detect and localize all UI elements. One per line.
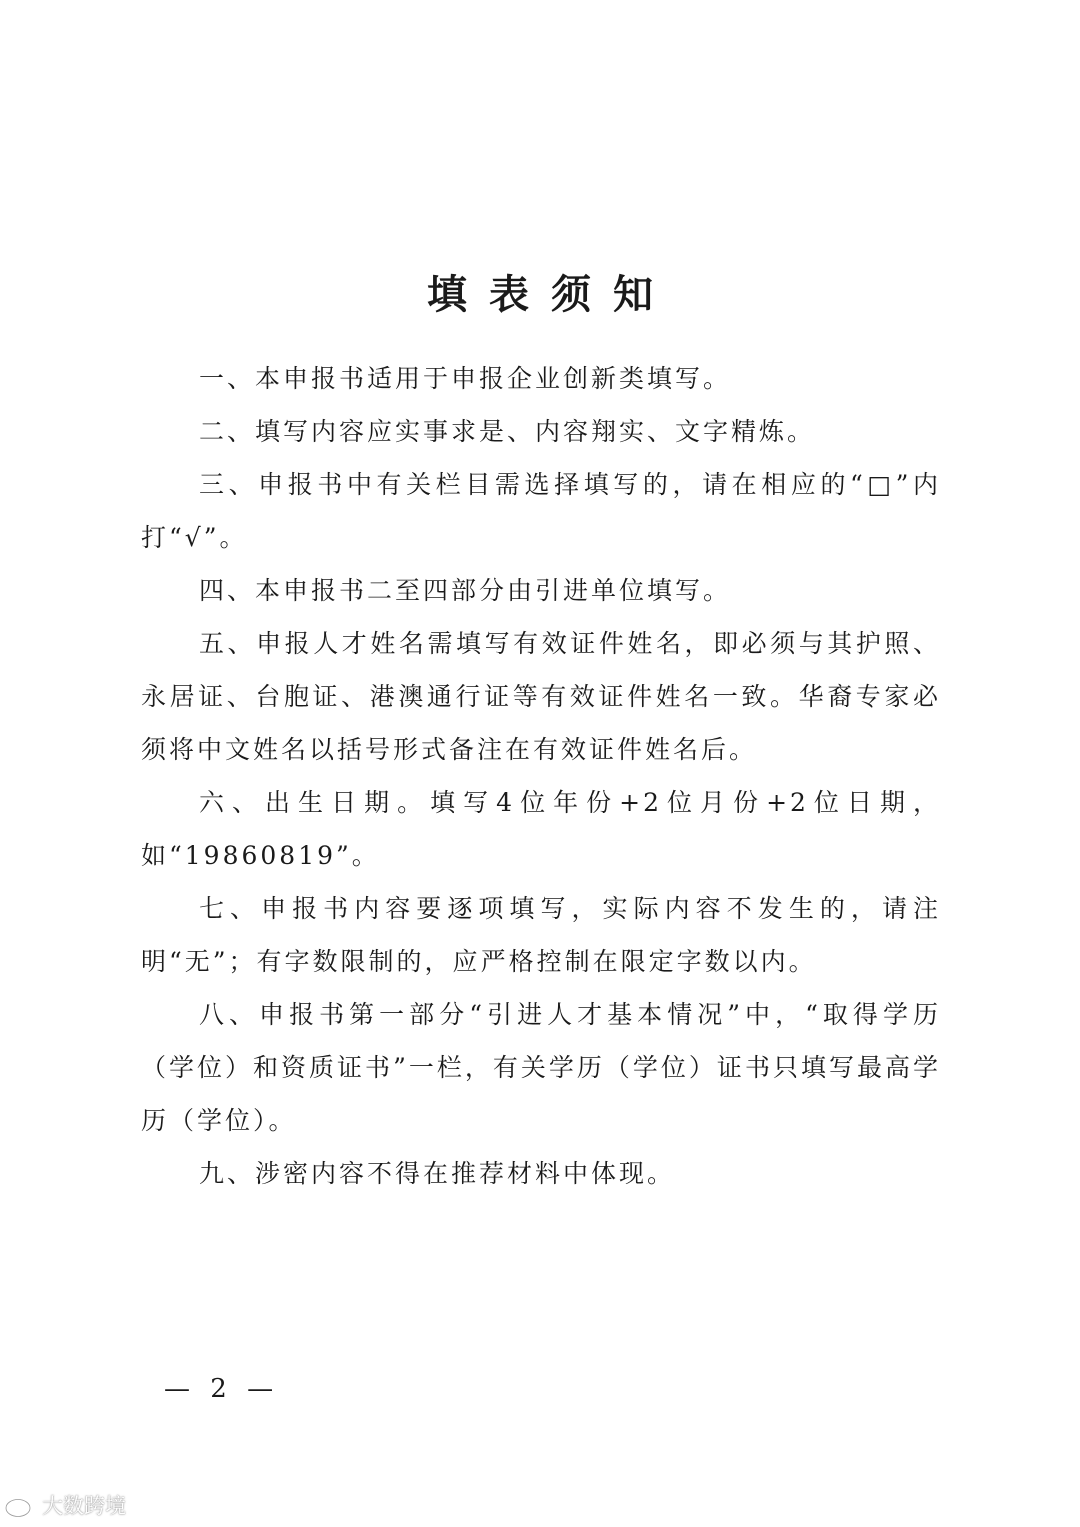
notice-item: 四、本申报书二至四部分由引进单位填写。 [199, 576, 732, 605]
notice-item: 七、申报书内容要逐项填写，实际内容不发生的，请注明“无”；有字数限制的，应严格控制在限定字数以内。 [141, 894, 941, 976]
notice-item: 八、申报书第一部分“引进人才基本情况”中，“取得学历（学位）和资质证书”一栏，有关学历（学位）证书只填写最高学历（学位）。 [141, 1000, 941, 1135]
notice-item: 一、本申报书适用于申报企业创新类填写。 [199, 364, 732, 393]
watermark [4, 1488, 126, 1522]
notice-item: 三、申报书中有关栏目需选择填写的，请在相应的“□”内打“√”。 [141, 470, 941, 552]
notice-item: 六、出生日期。填写4位年份+2位月份+2位日期，如“19860819”。 [141, 788, 941, 870]
page-title: 填表须知 [427, 270, 675, 318]
notice-item: 五、申报人才姓名需填写有效证件姓名，即必须与其护照、永居证、台胞证、港澳通行证等有效证件姓名一致。华裔专家必须将中文姓名以括号形式备注在有效证件姓名后。 [141, 629, 941, 764]
page-number: — 2 — [164, 1374, 280, 1404]
weibo-icon [4, 1491, 38, 1519]
watermark-text: 大数跨境 [42, 1494, 126, 1518]
notice-list [141, 352, 941, 1200]
notice-item: 二、填写内容应实事求是、内容翔实、文字精炼。 [199, 417, 816, 446]
notice-item: 九、涉密内容不得在推荐材料中体现。 [199, 1159, 676, 1188]
